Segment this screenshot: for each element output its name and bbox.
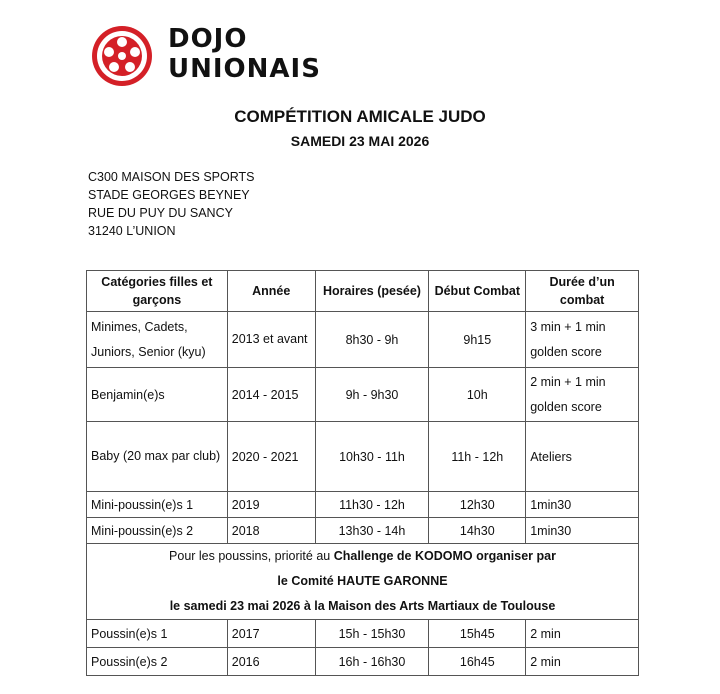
cell-schedule: 10h30 - 11h (315, 422, 429, 492)
cell-schedule: 15h - 15h30 (315, 620, 429, 648)
notice-line-2 (87, 569, 638, 594)
cell-start: 12h30 (429, 492, 526, 518)
cell-schedule: 8h30 - 9h (315, 312, 429, 368)
column-header: Durée d’un combat (526, 271, 639, 312)
cell-start: 14h30 (429, 518, 526, 544)
cell-duration: Ateliers (526, 422, 639, 492)
notice-line-1 (87, 544, 638, 569)
column-header: Début Combat (429, 271, 526, 312)
column-header: Année (227, 271, 315, 312)
column-header: Horaires (pesée) (315, 271, 429, 312)
cell-schedule: 11h30 - 12h (315, 492, 429, 518)
cell-year: 2018 (227, 518, 315, 544)
cell-start: 10h (429, 368, 526, 422)
cell-start: 11h - 12h (429, 422, 526, 492)
address-line: C300 MAISON DES SPORTS (88, 170, 255, 184)
cell-category: Mini-poussin(e)s 2 (87, 518, 228, 544)
cell-year: 2017 (227, 620, 315, 648)
brand-name (168, 24, 321, 84)
column-header: Catégories filles et garçons (87, 271, 228, 312)
cell-schedule: 9h - 9h30 (315, 368, 429, 422)
dojo-logo (86, 20, 158, 92)
cell-category: Mini-poussin(e)s 1 (87, 492, 228, 518)
cell-category: Poussin(e)s 1 (87, 620, 228, 648)
cell-duration: 2 min + 1 min golden score (526, 368, 639, 422)
cell-year: 2013 et avant (227, 312, 315, 368)
notice-line-3 (87, 594, 638, 619)
notice-row (87, 544, 639, 620)
cell-year: 2016 (227, 648, 315, 676)
cell-category: Baby (20 max par club) (87, 422, 228, 492)
notice-highlight: le Comité HAUTE GARONNE (277, 574, 448, 588)
cell-year: 2014 - 2015 (227, 368, 315, 422)
address-line: RUE DU PUY DU SANCY (88, 206, 233, 220)
cell-category: Benjamin(e)s (87, 368, 228, 422)
cell-start: 16h45 (429, 648, 526, 676)
cell-category: Poussin(e)s 2 (87, 648, 228, 676)
address-line: 31240 L’UNION (88, 224, 176, 238)
table-row (87, 620, 639, 648)
cell-year: 2019 (227, 492, 315, 518)
cell-year: 2020 - 2021 (227, 422, 315, 492)
notice-highlight: Challenge de KODOMO organiser par (333, 549, 556, 563)
table-header-row (87, 271, 639, 312)
address-block (88, 168, 255, 240)
cell-duration: 1min30 (526, 492, 639, 518)
table-row (87, 492, 639, 518)
page-title: COMPÉTITION AMICALE JUDO (234, 107, 486, 126)
event-date: SAMEDI 23 MAI 2026 (290, 133, 430, 149)
brand-line-1: DOJO (168, 24, 248, 54)
poussins-notice (87, 544, 639, 620)
brand-line-2: UNIONAIS (168, 54, 321, 84)
address-line: STADE GEORGES BEYNEY (88, 188, 250, 202)
cell-category: Minimes, Cadets, Juniors, Senior (kyu) (87, 312, 228, 368)
cell-start: 15h45 (429, 620, 526, 648)
table-row (87, 518, 639, 544)
cell-duration: 3 min + 1 min golden score (526, 312, 639, 368)
cell-start: 9h15 (429, 312, 526, 368)
table-row (87, 368, 639, 422)
table-row (87, 422, 639, 492)
cell-duration: 2 min (526, 648, 639, 676)
cell-schedule: 16h - 16h30 (315, 648, 429, 676)
schedule-table (86, 270, 639, 676)
cell-duration: 2 min (526, 620, 639, 648)
cell-schedule: 13h30 - 14h (315, 518, 429, 544)
table-row (87, 648, 639, 676)
table-row (87, 312, 639, 368)
notice-highlight: le samedi 23 mai 2026 à la Maison des Arts Martiaux de Toulouse (169, 599, 556, 613)
cell-duration: 1min30 (526, 518, 639, 544)
notice-text: Pour les poussins, priorité au (169, 549, 334, 563)
